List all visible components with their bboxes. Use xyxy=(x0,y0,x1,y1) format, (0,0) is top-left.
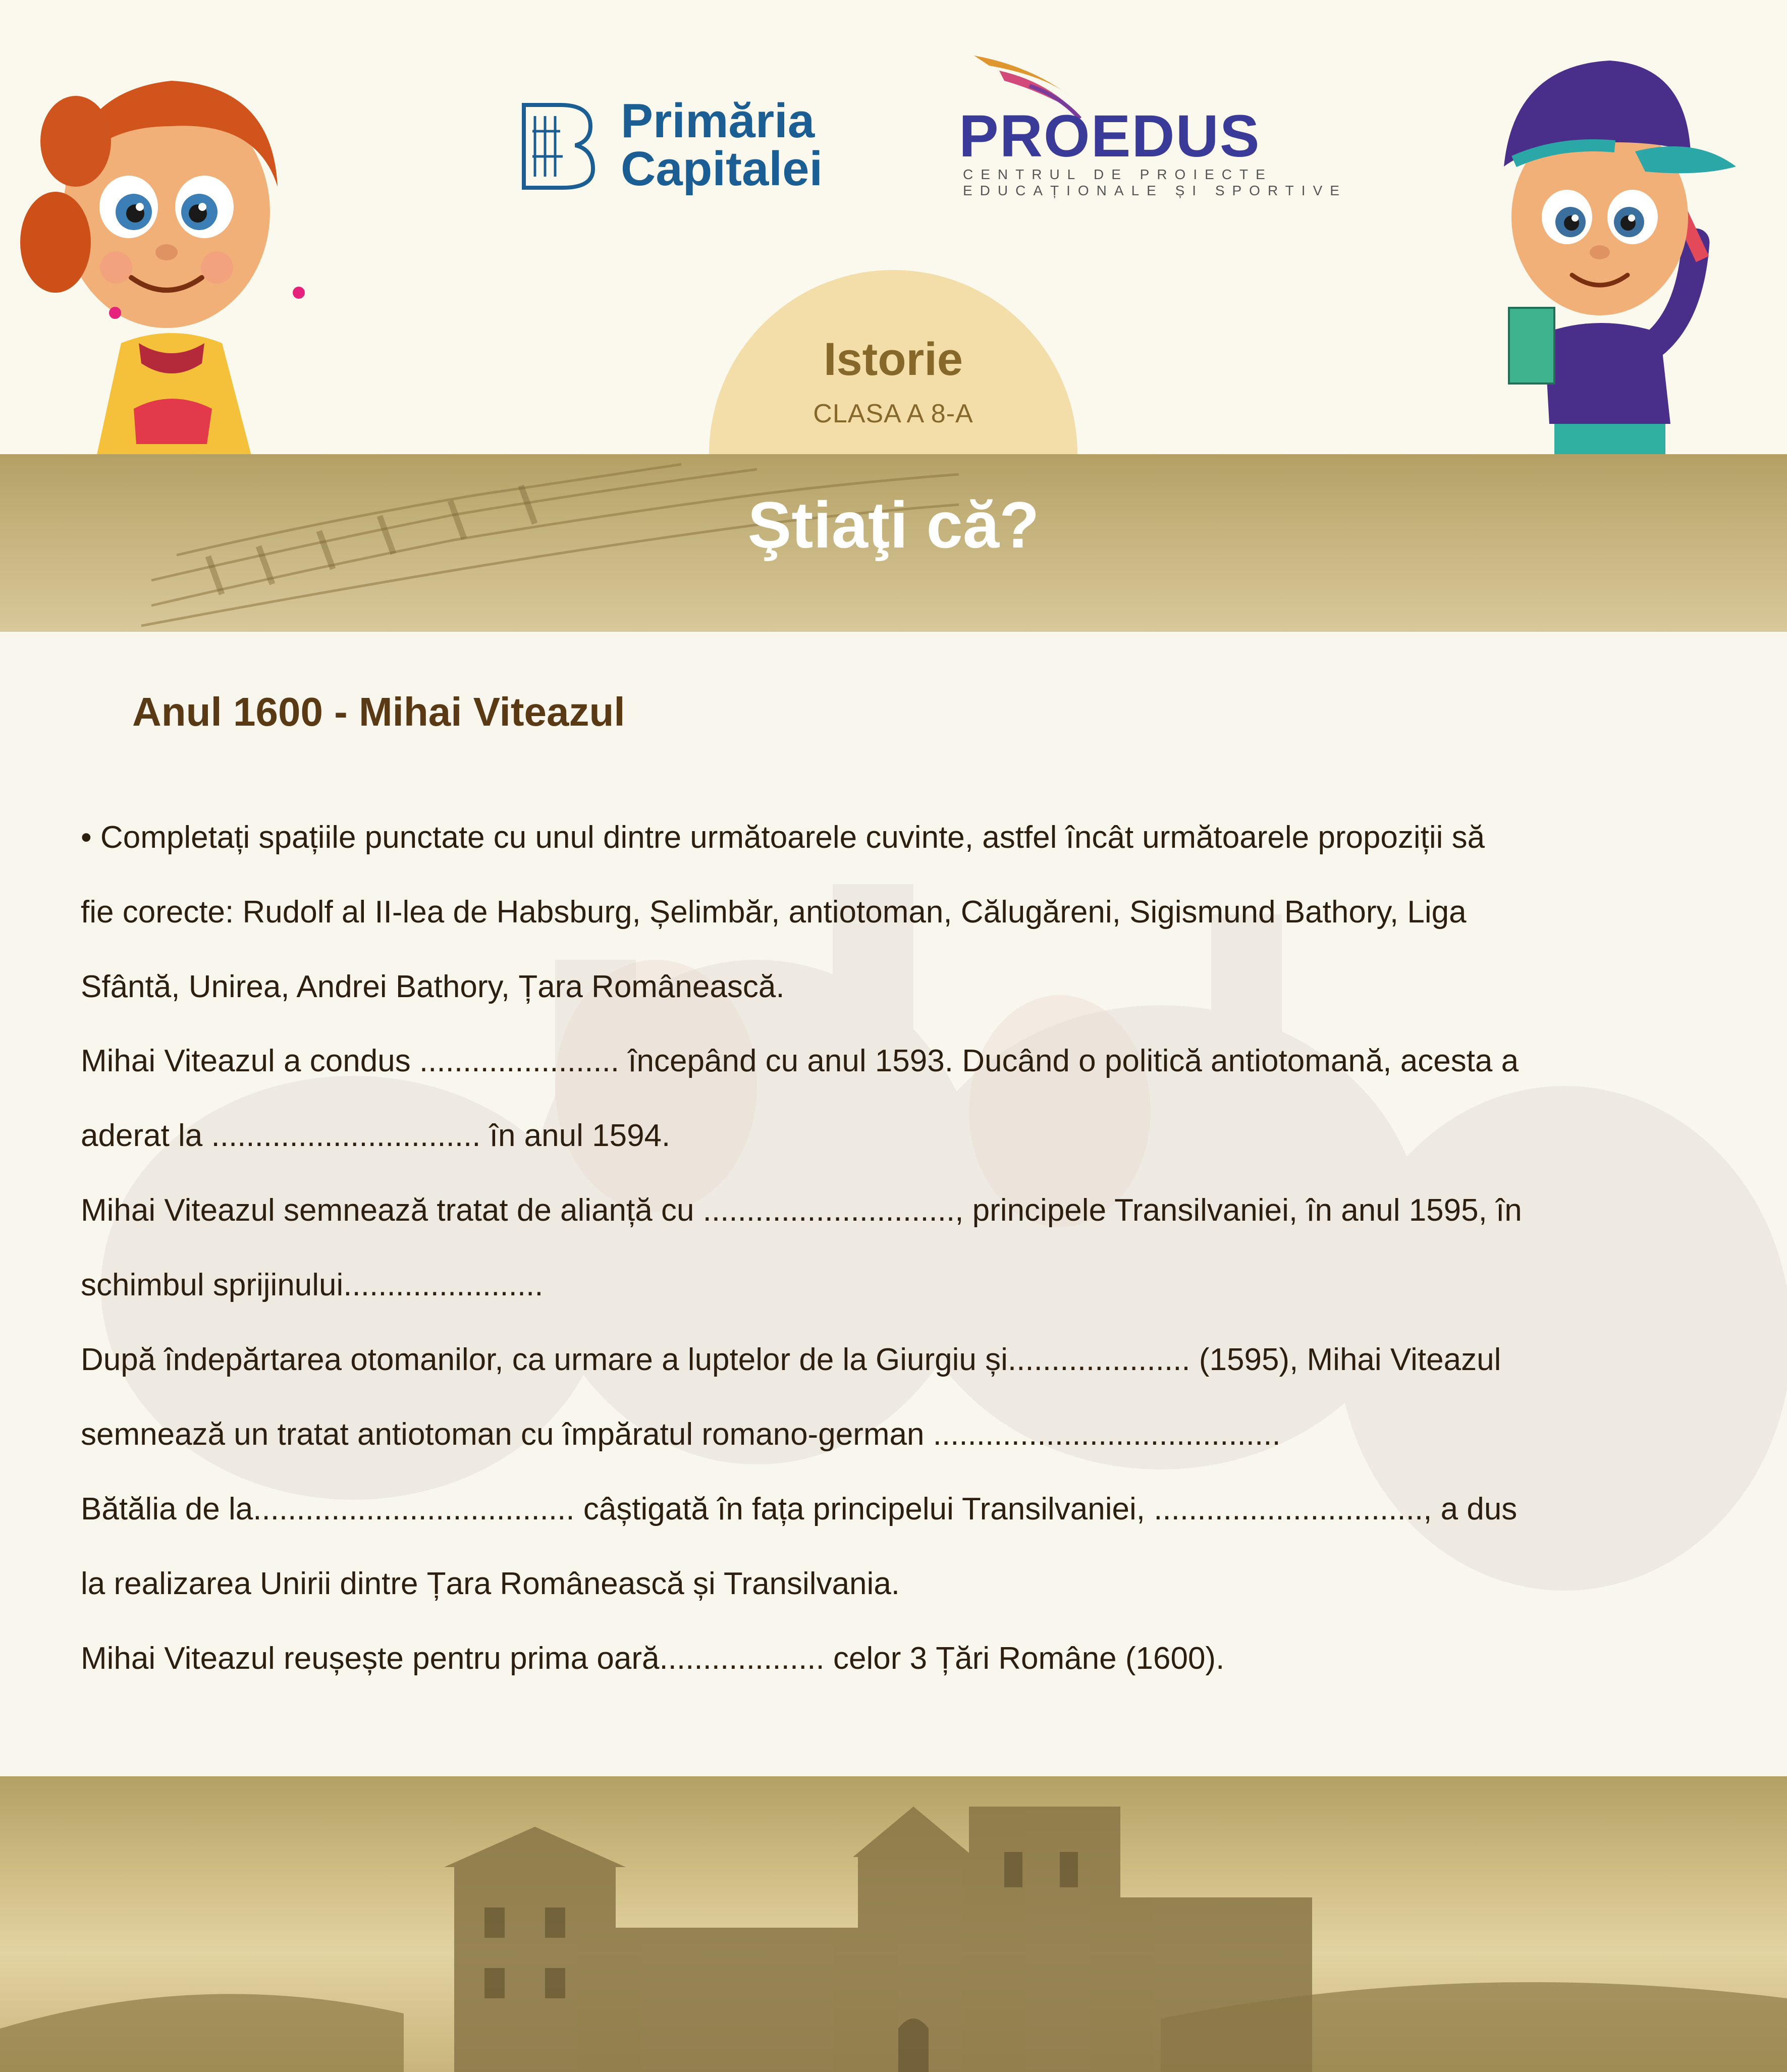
girl-mascot-illustration xyxy=(20,61,323,459)
castle-landscape-illustration xyxy=(0,1776,1787,2072)
castle-footer xyxy=(0,1776,1787,2072)
proedus-wordmark: PROEDUS xyxy=(959,103,1261,170)
exercise-line-7: schimbul sprijinului....................... xyxy=(81,1268,544,1302)
primaria-b-emblem-icon xyxy=(520,101,595,192)
class-label: CLASA A 8-A xyxy=(813,399,973,428)
exercise-line-3: Sfântă, Unirea, Andrei Bathory, Țara Românească. xyxy=(81,969,785,1004)
primaria-capitalei-logo xyxy=(520,96,848,197)
exercise-line-8: După îndepărtarea otomanilor, ca urmare a luptelor de la Giurgiu și..................... (1595), Mihai Viteazul xyxy=(81,1342,1501,1377)
page-header xyxy=(0,0,1787,454)
banner-title: Ştiaţi că? xyxy=(747,488,1040,562)
primaria-logo-line2: Capitalei xyxy=(621,142,823,196)
primaria-logo-line1: Primăria xyxy=(621,94,815,148)
exercise-line-4: Mihai Viteazul a condus ....................... începând cu anul 1593. Ducând o politică antiotomană, acesta a xyxy=(81,1044,1519,1078)
proedus-tagline-1: CENTRUL DE PROIECTE xyxy=(963,167,1273,182)
section-title: Anul 1600 - Mihai Viteazul xyxy=(132,689,625,734)
exercise-line-10: Bătălia de la..................................... câștigată în fața principelui Transilvaniei, ..............................., a dus xyxy=(81,1492,1518,1526)
exercise-line-2: fie corecte: Rudolf al II-lea de Habsburg, Șelimbăr, antiotoman, Călugăreni, Sigismund Bathory, Liga xyxy=(81,895,1467,930)
proedus-logo xyxy=(959,50,1347,198)
exercise-line-5: aderat la ............................... în anul 1594. xyxy=(81,1118,671,1153)
subject-title: Istorie xyxy=(823,334,963,385)
exercise-line-1: • Completați spațiile punctate cu unul dintre următoarele cuvinte, astfel încât următoarele propoziții să xyxy=(81,820,1485,855)
exercise-line-9: semnează un tratat antiotoman cu împăratul romano-german ........................................ xyxy=(81,1417,1281,1452)
exercise-line-6: Mihai Viteazul semnează tratat de alianță cu ............................., principele Transilvaniei, în anul 1595, în xyxy=(81,1193,1522,1228)
exercise-line-11: la realizarea Unirii dintre Țara Românească și Transilvania. xyxy=(81,1566,900,1601)
boy-mascot-illustration xyxy=(1484,50,1746,454)
exercise-line-12: Mihai Viteazul reușește pentru prima oară................... celor 3 Țări Române (1600). xyxy=(81,1641,1225,1676)
proedus-tagline-2: EDUCAȚIONALE ȘI SPORTIVE xyxy=(963,183,1347,198)
